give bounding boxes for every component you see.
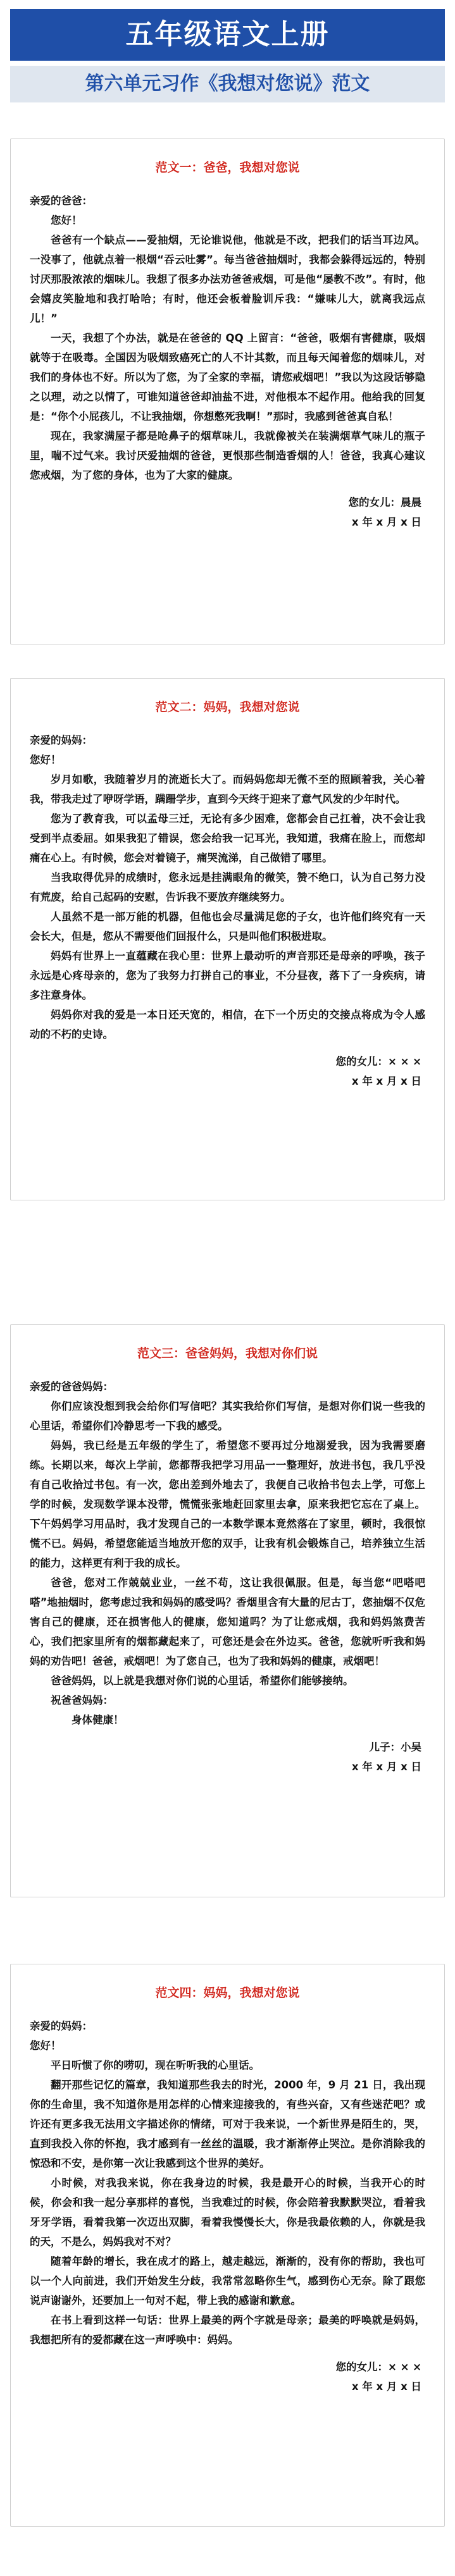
essay-card-2 — [10, 678, 445, 1200]
essay-paragraph: 爸爸，您对工作兢兢业业，一丝不苟，这让我很佩服。但是，每当您“吧嗒吧嗒”地抽烟时，您考虑过我和妈妈的感受吗？香烟里含有大量的尼古丁，您抽烟不仅危害自己的健康，还在损害他人的健康，您知道吗？为了让您戒烟，我和妈妈煞费苦心，我们把家里所有的烟都藏起来了，可您还是会在外边买。爸爸，您就听听我和妈妈的劝告吧！爸爸，戒烟吧！为了您自己，也为了我和妈妈的健康，戒烟吧！ — [30, 1577, 425, 1667]
signature-name: 儿子：小吴 — [369, 1741, 421, 1753]
signature-date: x 年 x 月 x 日 — [351, 516, 421, 528]
essay-paragraph: 平日听惯了你的唠叨，现在听听我的心里话。 — [51, 2059, 259, 2071]
essay-card-4 — [10, 1964, 445, 2527]
essay-title: 范文二：妈妈，我想对您说 — [155, 700, 300, 714]
essay-paragraph: 当我取得优异的成绩时，您永远是挂满眼角的微笑，赞不绝口，认为自己努力没有荒废，给自己起码的安慰，告诉我不要放弃继续努力。 — [30, 872, 425, 903]
essay-paragraph: 您好！ — [30, 754, 61, 766]
essay-paragraph: 岁月如歌，我随着岁月的流逝长大了。而妈妈您却无微不至的照顾着我，关心着我，带我走过了咿呀学语，蹒跚学步，直到今天终于迎来了意气风发的少年时代。 — [30, 773, 425, 805]
page-title-banner: 五年级语文上册 — [10, 9, 445, 61]
essay-paragraph: 妈妈，我已经是五年级的学生了，希望您不要再过分地溺爱我，因为我需要磨练。长期以来，每次上学前，您都帮我把学习用品一一整理好，放进书包，我几乎没有自己收拾过书包。有一次，您出差到外地去了，我便自己收拾书包去上学，可您上学的时候，发现数学课本没带，慌慌张张地赶回家里去拿，原来我把它忘在了桌上。下午妈妈学习用品时，我才发现自己的一本数学课本竟然落在了家里，顿时，我很惊慌不已。妈妈，希望您能适当地放开您的双手，让我有机会锻炼自己，培养独立生活的能力，这样更有利于我的成长。 — [30, 1439, 425, 1569]
signature-date: x 年 x 月 x 日 — [351, 2381, 421, 2393]
essay-title: 范文一：爸爸，我想对您说 — [155, 161, 300, 175]
salutation: 亲爱的妈妈： — [30, 734, 92, 746]
essay-paragraph: 祝爸爸妈妈： — [51, 1694, 113, 1706]
page-subtitle: 第六单元习作《我想对您说》范文 — [10, 66, 445, 102]
signature-name: 您的女儿：晨晨 — [348, 496, 421, 508]
essay-title: 范文四：妈妈，我想对您说 — [155, 1986, 300, 2000]
signature-name: 您的女儿：× × × — [335, 2361, 421, 2373]
essay-paragraph: 身体健康！ — [72, 1714, 124, 1726]
essay-card-3 — [10, 1324, 445, 1897]
signature-name: 您的女儿：× × × — [335, 1056, 421, 1068]
essay-paragraph: 一天，我想了个办法，就是在爸爸的 QQ 上留言：“爸爸，吸烟有害健康，吸烟就等于在吸毒。全国因为吸烟致癌死亡的人不计其数，而且每天闻着您的烟味儿，对我们的身体也不好。所以为了您，为了全家的幸福，请您戒烟吧！”我以为这段话够隐之以理，动之以情了，可谁知道爸爸却油盐不进，对他根本不起作用。他给我的回复是：“你个小屁孩儿，不让我抽烟，你想憋死我啊！”那时，我感到爸爸真自私！ — [30, 332, 425, 422]
essay-paragraph: 您为了教育我，可以孟母三迁，无论有多少困难，您都会自己扛着，决不会让我受到半点委屈。如果我犯了错误，您会给我一记耳光，我知道，我痛在脸上，而您却痛在心上。有时候，您会对着镜子，痛哭流涕，自己做错了哪里。 — [30, 813, 425, 864]
essay-paragraph: 在书上看到这样一句话：世界上最美的两个字就是母亲；最美的呼唤就是妈妈，我想把所有的爱都藏在这一声呼唤中：妈妈。 — [30, 2314, 425, 2346]
essay-paragraph: 妈妈有世界上一直蕴藏在我心里：世界上最动听的声音那还是母亲的呼唤，孩子永远是心疼母亲的，您为了我努力打拼自己的事业，不分昼夜，落下了一身疾病，请多注意身体。 — [30, 950, 425, 1001]
essay-paragraph: 您好！ — [51, 214, 82, 226]
essay-paragraph: 妈妈你对我的爱是一本日还天宽的，相信，在下一个历史的交接点将成为令人感动的不朽的史诗。 — [30, 1009, 425, 1040]
salutation: 亲爱的爸爸妈妈： — [30, 1381, 113, 1393]
signature-date: x 年 x 月 x 日 — [351, 1075, 421, 1087]
essay-paragraph: 小时候，对我我来说，你在我身边的时候，我是最开心的时候，当我开心的时候，你会和我一起分享那样的喜悦，当我难过的时候，你会陪着我默默哭泣，看着我牙牙学语，看着我第一次迈出双脚，看着我慢慢长大，你是我最依赖的人，你就是我的天，不是么，妈妈我对不对？ — [30, 2177, 425, 2248]
signature-date: x 年 x 月 x 日 — [351, 1761, 421, 1773]
essay-paragraph: 翻开那些记忆的篇章，我知道那些我去的时光，2000 年，9 月 21 日，我出现你的生命里，我不知道你是用怎样的心情来迎接我的，有些兴奋，又有些迷茫吧？或许还有更多我无法用文字描述你的情绪，可对于我来说，一个新世界是陌生的，哭，直到我投入你的怀抱，我才感到有一丝丝的温暖，我才渐渐停止哭泣。是你消除我的惊恐和不安，是你第一次让我感到这个世界的美好。 — [30, 2079, 425, 2169]
essay-paragraph: 人虽然不是一部万能的机器，但他也会尽量满足您的子女，也许他们终究有一天会长大，但是，您从不需要他们回报什么，只是叫他们积极进取。 — [30, 911, 425, 942]
essay-paragraph: 爸爸妈妈，以上就是我想对你们说的心里话，希望你们能够接纳。 — [51, 1675, 354, 1687]
essay-card-1 — [10, 139, 445, 644]
salutation: 亲爱的爸爸： — [30, 195, 92, 207]
essay-paragraph: 您好！ — [30, 2040, 61, 2052]
essay-paragraph: 爸爸有一个缺点——爱抽烟，无论谁说他，他就是不改，把我们的话当耳边风。一没事了，他就点着一根烟“吞云吐雾”。每当爸爸抽烟时，我都会躲得远远的，特别讨厌那股浓浓的烟味儿。我想了很多办法劝爸爸戒烟，可是他“屡教不改”。有时，他会嬉皮笑脸地和我打哈哈；有时，他还会板着脸训斥我：“嫌味儿大，就离我远点儿！” — [30, 234, 425, 324]
essay-title: 范文三：爸爸妈妈，我想对你们说 — [137, 1347, 318, 1360]
essay-paragraph: 你们应该没想到我会给你们写信吧？其实我给你们写信，是想对你们说一些我的心里话，希望你们冷静思考一下我的感受。 — [30, 1400, 425, 1432]
salutation: 亲爱的妈妈： — [30, 2020, 92, 2032]
essay-paragraph: 现在，我家满屋子都是呛鼻子的烟草味儿，我就像被关在装满烟草气味儿的瓶子里，喘不过气来。我讨厌爱抽烟的爸爸，更恨那些制造香烟的人！爸爸，我真心建议您戒烟，为了您的身体，也为了大家的健康。 — [30, 430, 425, 481]
essay-paragraph: 随着年龄的增长，我在成才的路上，越走越远，渐渐的，没有你的帮助，我也可以一个人向前进，我们开始发生分歧，我常常忽略你生气，感到伤心无奈。除了跟您说声谢谢外，还要加上一句对不起，带上我的感谢和歉意。 — [30, 2255, 425, 2307]
